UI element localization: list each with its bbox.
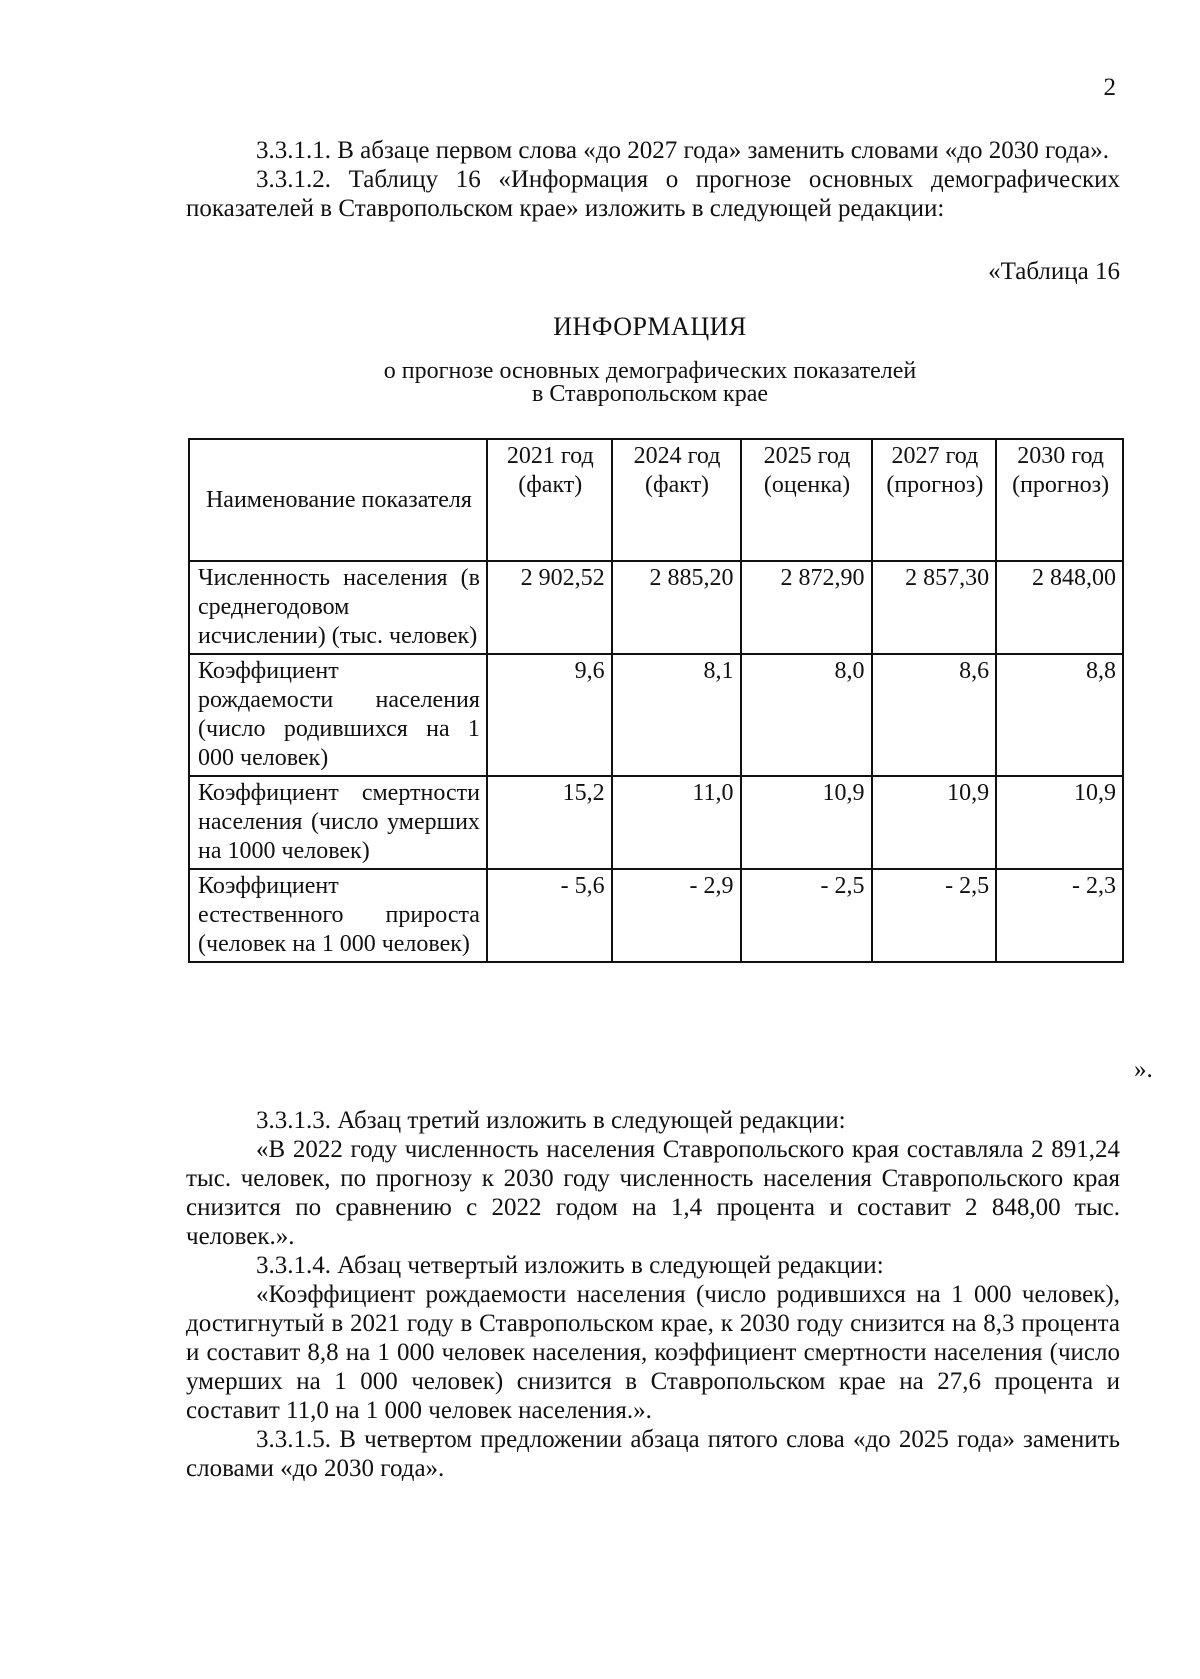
- subtitle-line-2: в Ставропольском крае: [531, 381, 769, 407]
- row-birth-rate-2027: 8,6: [872, 654, 997, 776]
- bottom-paragraphs: [186, 1106, 1120, 1483]
- header-2027: 2027 год (прогноз): [872, 439, 997, 561]
- row-death-rate-2030: 10,9: [996, 776, 1123, 869]
- page-number: 2: [1103, 74, 1116, 101]
- row-birth-rate-2021: 9,6: [487, 654, 612, 776]
- row-natural-growth-2027: - 2,5: [872, 869, 997, 962]
- row-birth-rate-2024: 8,1: [612, 654, 741, 776]
- row-birth-rate-2025: 8,0: [741, 654, 872, 776]
- row-death-rate-2025: 10,9: [741, 776, 872, 869]
- paragraph-3-3-1-1: 3.3.1.1. В абзаце первом слова «до 2027 года» заменить словами «до 2030 года».: [256, 137, 1109, 164]
- demographic-forecast-table: [188, 438, 1124, 963]
- table-label: «Таблица 16: [988, 258, 1120, 285]
- paragraph-3-3-1-5: 3.3.1.5. В четвертом предложении абзаца пятого слова «до 2025 года» заменить словами «до 2030 года».: [186, 1426, 1120, 1482]
- row-natural-growth-name: Коэффициент естественного прироста (человек на 1 000 человек): [189, 869, 487, 962]
- header-2030: 2030 год (прогноз): [996, 439, 1123, 561]
- paragraph-quote-rates: «Коэффициент рождаемости населения (число родившихся на 1 000 человек), достигнутый в 2021 году в Ставропольском крае, к 2030 году снизится на 8,3 процента и составит 8,8 на 1 000 человек населения, коэффициент смертности населения (число умерших на 1 000 человек) снизится в Ставропольском крае на 27,6 процента и составит 11,0 на 1 000 человек населения.».: [186, 1281, 1120, 1424]
- row-natural-growth-2025: - 2,5: [741, 869, 872, 962]
- row-natural-growth-2030: - 2,3: [996, 869, 1123, 962]
- header-2025: 2025 год (оценка): [741, 439, 872, 561]
- table-subtitle: [0, 360, 1200, 406]
- row-population-2025: 2 872,90: [741, 561, 872, 654]
- paragraph-3-3-1-4: 3.3.1.4. Абзац четвертый изложить в следующей редакции:: [256, 1252, 884, 1279]
- table-row: [189, 561, 1123, 654]
- row-birth-rate-name: Коэффициент рождаемости населения (число родившихся на 1 000 человек): [189, 654, 487, 776]
- header-indicator-name: Наименование показателя: [189, 439, 487, 561]
- row-natural-growth-2021: - 5,6: [487, 869, 612, 962]
- top-paragraphs: [186, 136, 1120, 223]
- row-death-rate-2024: 11,0: [612, 776, 741, 869]
- row-natural-growth-2024: - 2,9: [612, 869, 741, 962]
- subtitle-line-1: о прогнозе основных демографических показателей: [383, 358, 917, 384]
- table-row: [189, 654, 1123, 776]
- row-population-name: Численность населения (в среднегодовом исчислении) (тыс. человек): [189, 561, 487, 654]
- row-population-2024: 2 885,20: [612, 561, 741, 654]
- row-death-rate-2021: 15,2: [487, 776, 612, 869]
- paragraph-quote-population: «В 2022 году численность населения Ставропольского края составляла 2 891,24 тыс. человек, по прогнозу к 2030 году численность населения Ставропольского края снизится по сравнению с 2022 годом на 1,4 процента и составит 2 848,00 тыс. человек.».: [186, 1136, 1120, 1250]
- paragraph-3-3-1-2: 3.3.1.2. Таблицу 16 «Информация о прогнозе основных демографических показателей в Ставропольском крае» изложить в следующей редакции:: [186, 166, 1120, 222]
- row-population-2021: 2 902,52: [487, 561, 612, 654]
- table-row: [189, 869, 1123, 962]
- table-closing-quote: ».: [1134, 1056, 1153, 1083]
- table-header-row: [189, 439, 1123, 561]
- row-population-2027: 2 857,30: [872, 561, 997, 654]
- row-death-rate-name: Коэффициент смертности населения (число умерших на 1000 человек): [189, 776, 487, 869]
- paragraph-3-3-1-3: 3.3.1.3. Абзац третий изложить в следующей редакции:: [256, 1107, 846, 1134]
- header-2021: 2021 год (факт): [487, 439, 612, 561]
- table-title: ИНФОРМАЦИЯ: [553, 312, 747, 341]
- row-birth-rate-2030: 8,8: [996, 654, 1123, 776]
- row-death-rate-2027: 10,9: [872, 776, 997, 869]
- row-population-2030: 2 848,00: [996, 561, 1123, 654]
- table-row: [189, 776, 1123, 869]
- header-2024: 2024 год (факт): [612, 439, 741, 561]
